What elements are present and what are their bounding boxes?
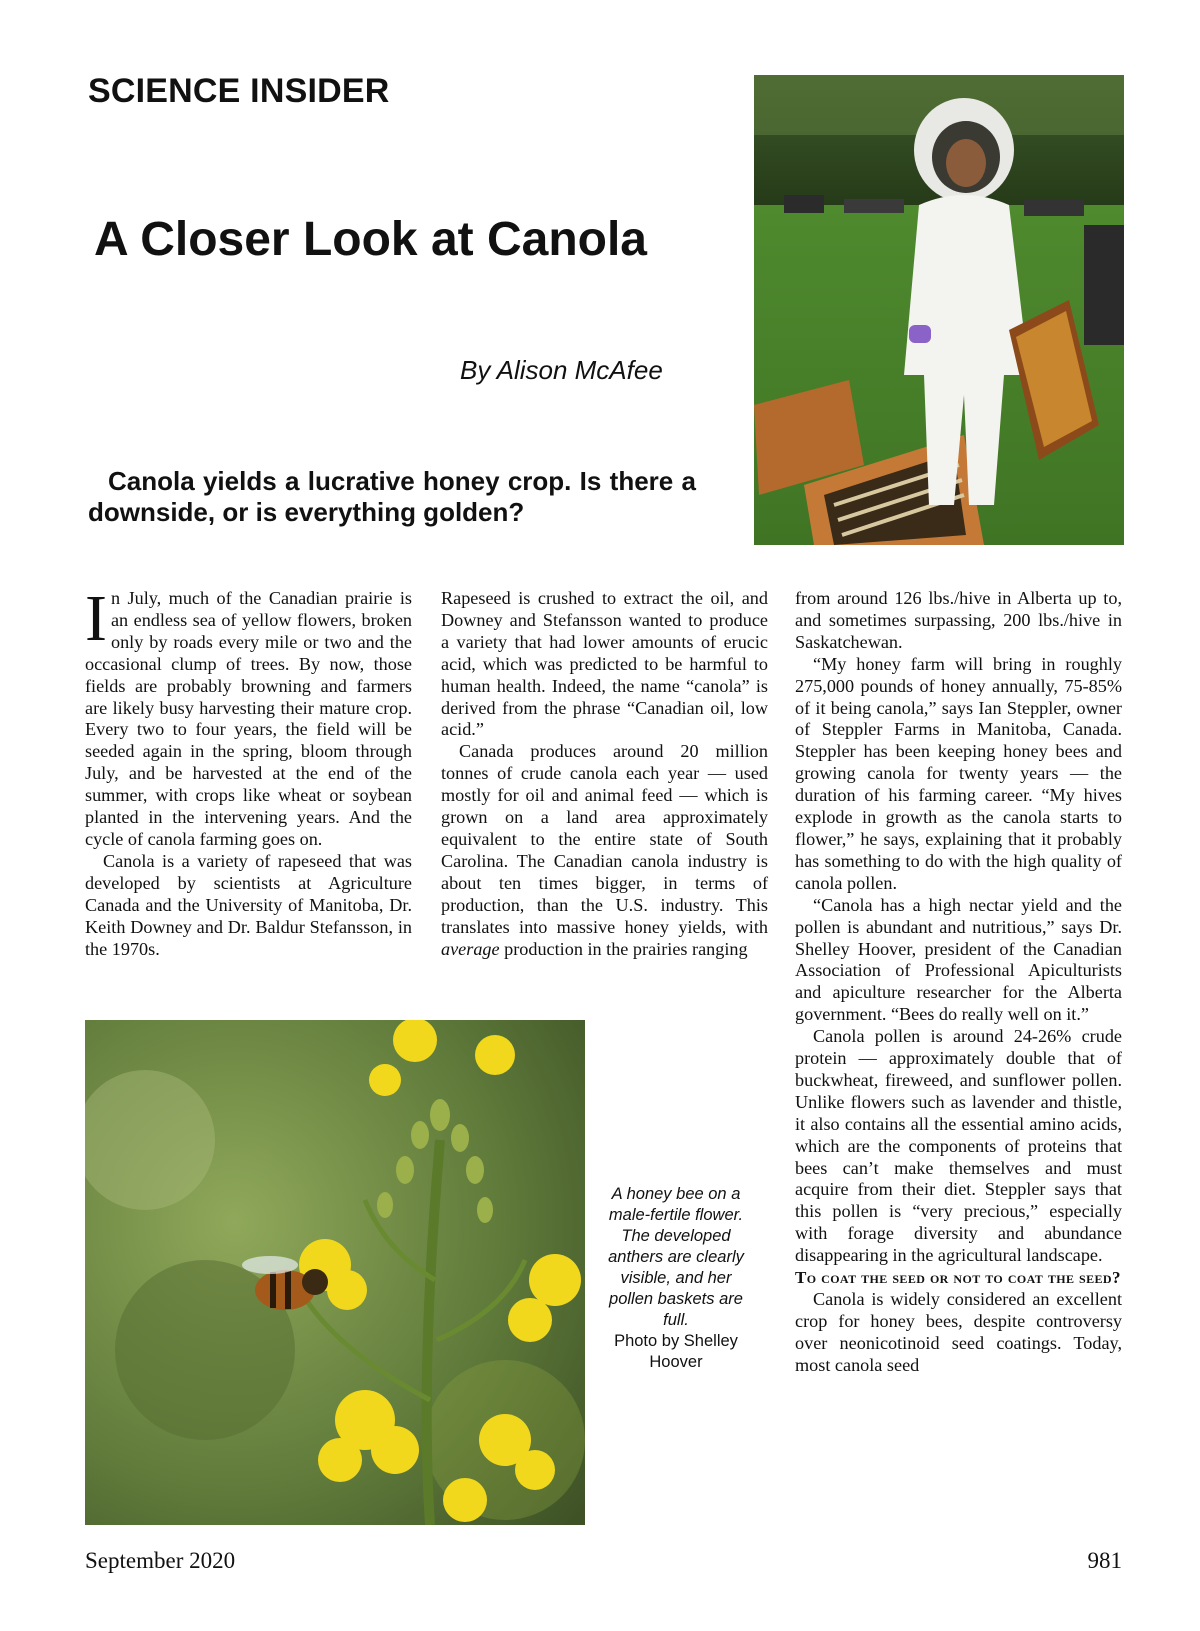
drop-cap: I	[85, 582, 107, 655]
caption-text: A honey bee on a male-fertile flower. The developed anthers are clearly visible, and her pollen baskets are full.	[608, 1185, 744, 1329]
paragraph: “My honey farm will bring in roughly 275,000 pounds of honey annually, 75-85% of it being canola,” says Ian Steppler, owner of Steppler Farms in Manitoba, Canada. Steppler has been keeping honey bees and growing canola for twenty years — the duration of his farming career. “My hives explode in growth as the canola starts to flower,” he says, explaining that it probably has something to do with the high quality of canola pollen.	[795, 653, 1122, 893]
paragraph	[85, 582, 412, 851]
photo-caption	[600, 1184, 752, 1373]
article-title: A Closer Look at Canola	[94, 213, 647, 266]
photo-credit: Photo by Shelley Hoover	[614, 1332, 738, 1371]
byline: By Alison McAfee	[460, 355, 663, 385]
paragraph: from around 126 lbs./hive in Alberta up to, and sometimes surpassing, 200 lbs./hive in Saskatchewan.	[795, 588, 1122, 652]
photo-beekeeper	[754, 75, 1124, 545]
paragraph: Canola is a variety of rapeseed that was developed by scientists at Agriculture Canada and the University of Manitoba, Dr. Keith Downey and Dr. Baldur Stefansson, in the 1970s.	[85, 850, 412, 959]
article-column-2	[441, 588, 768, 960]
section-subheading: To coat the seed or not to coat the seed?	[795, 1268, 1121, 1288]
paragraph: Canola is widely considered an excellent crop for honey bees, despite controversy over neonicotinoid seed coatings. Today, most canola seed	[795, 1289, 1122, 1375]
paragraph-text: n July, much of the Canadian prairie is an endless sea of yellow flowers, broken only by roads every mile or two and the occasional clump of trees. By now, those fields are probably browning and farmers are likely busy harvesting their mature crop. Every two to four years, the field will be seeded again in the spring, bloom through July, and be harvested at the end of the summer, with crops like wheat or soybean planted in the intervening years. And the cycle of canola farming goes on.	[85, 588, 412, 849]
beekeeper-illustration	[754, 75, 1124, 545]
deck-subtitle: Canola yields a lucrative honey crop. Is there a downside, or is everything golden?	[88, 466, 696, 527]
article-column-1	[85, 582, 412, 960]
paragraph: Canola pollen is around 24-26% crude protein — approximately double that of buckwheat, fireweed, and sunflower pollen. Unlike flowers such as lavender and thistle, it also contains all the essential amino acids, which are the components of proteins that bees can’t make themselves and must acquire from their diet. Steppler says that this pollen is “very precious,” especially with forage diversity and abundance disappearing in the agricultural landscape.	[795, 1026, 1122, 1266]
article-column-3	[795, 588, 1122, 1377]
footer-date: September 2020	[85, 1548, 236, 1573]
emphasis-text: average	[441, 938, 500, 959]
paragraph	[441, 741, 768, 960]
paragraph-text: Canada produces around 20 million tonnes of crude canola each year — used mostly for oil and animal feed — which is grown on a land area approximately equivalent to the entire state of South Carolina. The Canadian canola industry is about ten times bigger, in terms of production, than the U.S. industry. This translates into massive honey yields, with	[441, 741, 768, 937]
paragraph: Rapeseed is crushed to extract the oil, and Downey and Stefansson wanted to produce a variety that had lower amounts of erucic acid, which was predicted to be harmful to human health. Indeed, the name “canola” is derived from the phrase “Canadian oil, low acid.”	[441, 588, 768, 740]
photo-canola-bee	[85, 1020, 585, 1525]
canola-flower-illustration	[85, 1020, 585, 1525]
section-label: SCIENCE INSIDER	[88, 72, 390, 110]
paragraph-text: production in the prairies ranging	[499, 938, 748, 959]
page-number: 981	[1087, 1548, 1122, 1573]
paragraph: “Canola has a high nectar yield and the pollen is abundant and nutritious,” says Dr. Shelley Hoover, president of the Canadian Association of Professional Apiculturists and apiculture researcher for the Alberta government. “Bees do really well on it.”	[795, 894, 1122, 1025]
